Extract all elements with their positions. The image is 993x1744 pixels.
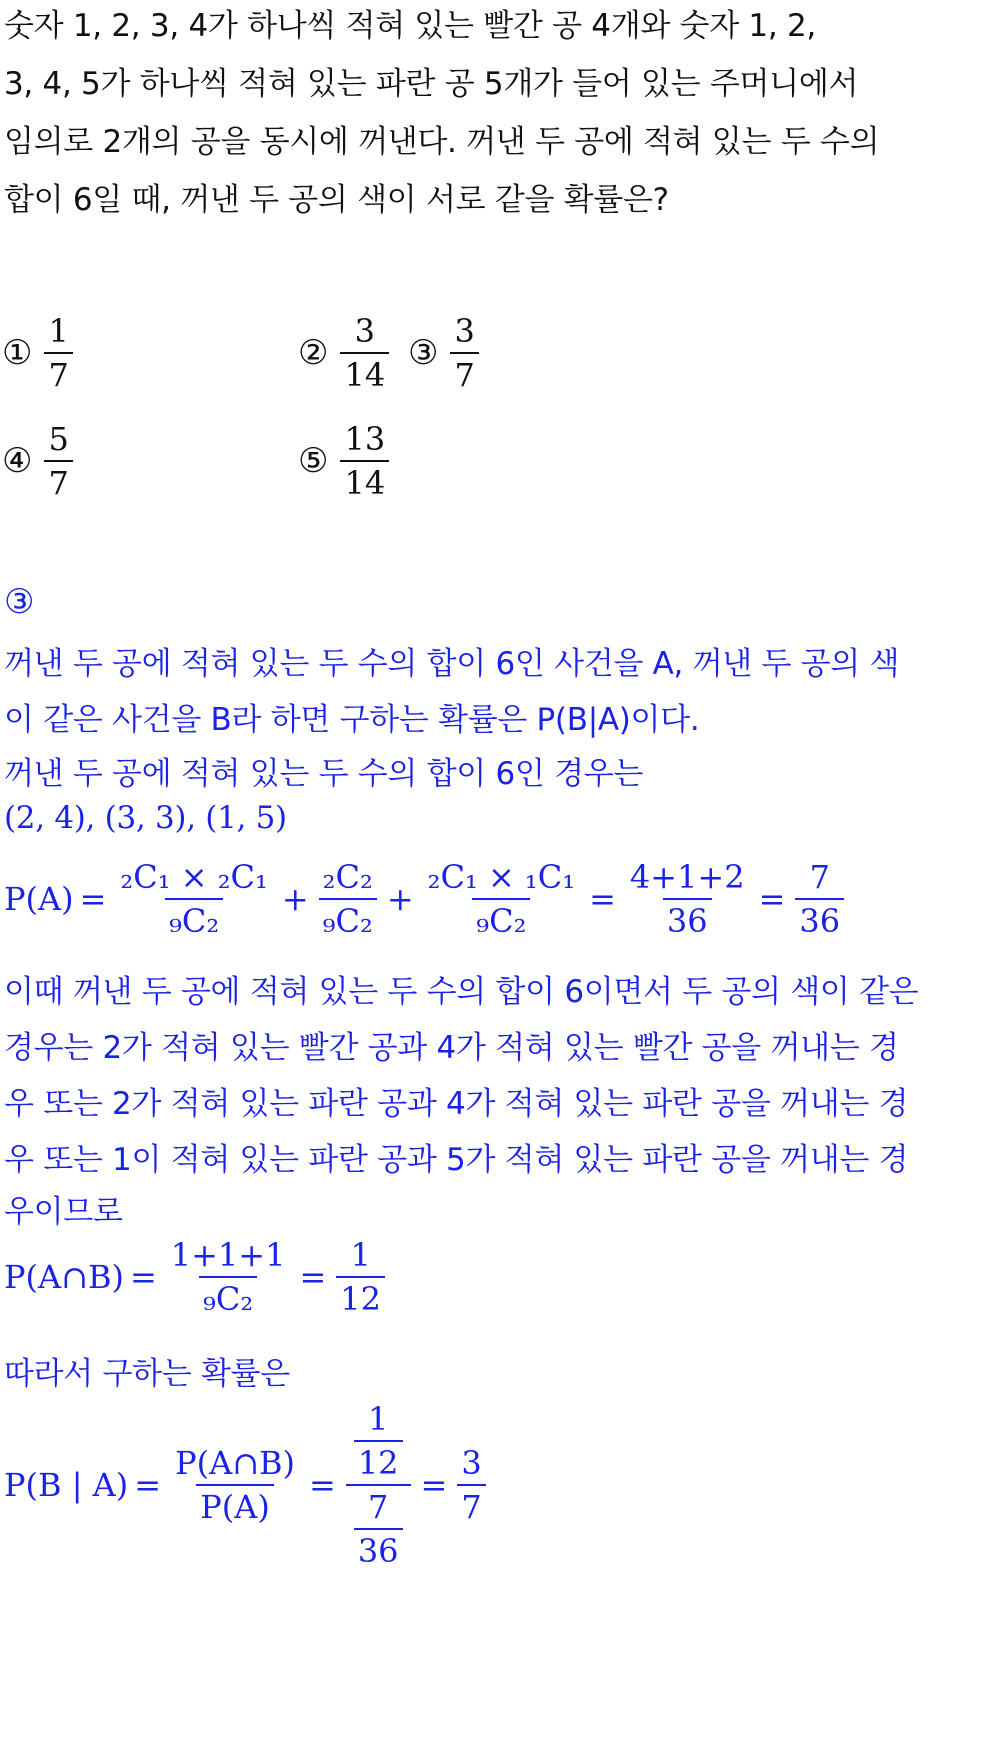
numerator: 3 [354,312,376,350]
answer-line-9: 우이므로 [4,1194,123,1230]
fraction-term-3 [424,858,579,940]
numerator: 5 [48,420,69,458]
numerator: 1 [367,1400,389,1438]
fraction-term [167,1236,290,1318]
numerator: 7 [809,858,830,896]
complex-fraction [346,1400,411,1570]
denominator: 7 [450,352,478,394]
answer-line-5: 이때 꺼낸 두 공에 적혀 있는 두 수의 합이 6이면서 두 공의 색이 같은 [4,974,919,1010]
numerator: 1 [48,312,69,350]
answer-line-2: 이 같은 사건을 B라 하면 구하는 확률은 P(B|A)이다. [4,702,700,738]
numerator: 1 [350,1236,371,1274]
choice-mark: ③ [408,333,439,373]
fraction-definition [171,1444,299,1526]
numerator: ₂C₂ [322,858,373,896]
complex-denominator [346,1484,411,1570]
numerator: ₂C₁ × ₂C₁ [120,858,268,896]
equation-p-a [4,858,848,940]
numerator: 7 [367,1488,389,1526]
choice-1[interactable] [2,312,77,394]
equals-sign: = [299,1258,327,1296]
choice-fraction [44,312,72,394]
denominator: 14 [340,460,389,502]
denominator: 12 [336,1276,385,1318]
denominator: 14 [340,352,389,394]
denominator: ₉C₂ [472,898,530,940]
numerator: 13 [344,420,386,458]
numerator: 4+1+2 [629,858,745,896]
equation-p-a-and-b [4,1236,389,1318]
inner-fraction-top [354,1400,403,1482]
equals-sign: = [589,880,616,918]
equation-p-b-given-a [4,1400,490,1570]
fraction-term-1 [116,858,271,940]
answer-line-8: 우 또는 1이 적혀 있는 파란 공과 5가 적혀 있는 파란 공을 꺼내는 경 [4,1142,909,1178]
choice-fraction [340,420,389,502]
answer-line-3: 꺼낸 두 공에 적혀 있는 두 수의 합이 6인 경우는 [4,756,644,792]
choice-mark: ⑤ [298,441,329,481]
equals-sign: = [758,880,786,918]
choice-5[interactable] [298,420,393,502]
numerator: 3 [454,312,475,350]
plus-sign: + [281,880,309,918]
choice-3[interactable] [408,312,483,394]
fraction-result [336,1236,385,1318]
choice-2[interactable] [298,312,393,394]
answer-line-10: 따라서 구하는 확률은 [4,1356,290,1392]
numerator: ₂C₁ × ₁C₁ [427,858,576,896]
equals-sign: = [79,880,107,918]
choice-mark: ① [2,333,33,373]
plus-sign: + [386,880,414,918]
fraction-sum [626,858,749,940]
answer-line-4: (2, 4), (3, 3), (1, 5) [4,800,287,836]
denominator: 36 [795,898,844,940]
choice-fraction [450,312,478,394]
equals-sign: = [309,1466,336,1504]
choice-mark: ④ [2,441,33,481]
numerator: 1+1+1 [170,1236,286,1274]
numerator: P(A∩B) [175,1444,295,1482]
denominator: ₉C₂ [319,898,377,940]
equals-sign: = [129,1258,157,1296]
denominator: 36 [354,1528,403,1570]
denominator: 7 [44,460,72,502]
inner-fraction-bottom [354,1488,403,1570]
denominator: ₉C₂ [165,898,223,940]
denominator: 12 [354,1440,403,1482]
fraction-term-2 [319,858,377,940]
choice-fraction [44,420,72,502]
question-line-3: 임의로 2개의 공을 동시에 꺼낸다. 꺼낸 두 공에 적혀 있는 두 수의 [4,124,880,160]
question-line-2: 3, 4, 5가 하나씩 적혀 있는 파란 공 5개가 들어 있는 주머니에서 [4,66,859,102]
numerator: 3 [461,1444,482,1482]
answer-line-1: 꺼낸 두 공에 적혀 있는 두 수의 합이 6인 사건을 A, 꺼낸 두 공의 색 [4,646,900,682]
answer-line-7: 우 또는 2가 적혀 있는 파란 공과 4가 적혀 있는 파란 공을 꺼내는 경 [4,1086,909,1122]
choice-4[interactable] [2,420,77,502]
equals-sign: = [134,1466,162,1504]
question-line-4: 합이 6일 때, 꺼낸 두 공의 색이 서로 같을 확률은? [4,182,669,218]
equation-lhs: P(A∩B) [4,1258,124,1296]
question-line-1: 숫자 1, 2, 3, 4가 하나씩 적혀 있는 빨간 공 4개와 숫자 1, 2, [4,8,816,44]
denominator: 7 [457,1484,485,1526]
equation-lhs: P(B | A) [4,1466,129,1504]
answer-mark: ③ [4,582,35,622]
denominator: P(A) [196,1484,274,1526]
equals-sign: = [420,1466,448,1504]
answer-line-6: 경우는 2가 적혀 있는 빨간 공과 4가 적혀 있는 빨간 공을 꺼내는 경 [4,1030,899,1066]
equation-lhs: P(A) [4,880,74,918]
choice-mark: ② [298,333,329,373]
fraction-result [795,858,844,940]
denominator: ₉C₂ [199,1276,257,1318]
complex-numerator [346,1400,411,1484]
denominator: 36 [663,898,712,940]
fraction-result [457,1444,485,1526]
denominator: 7 [44,352,72,394]
choice-fraction [340,312,389,394]
